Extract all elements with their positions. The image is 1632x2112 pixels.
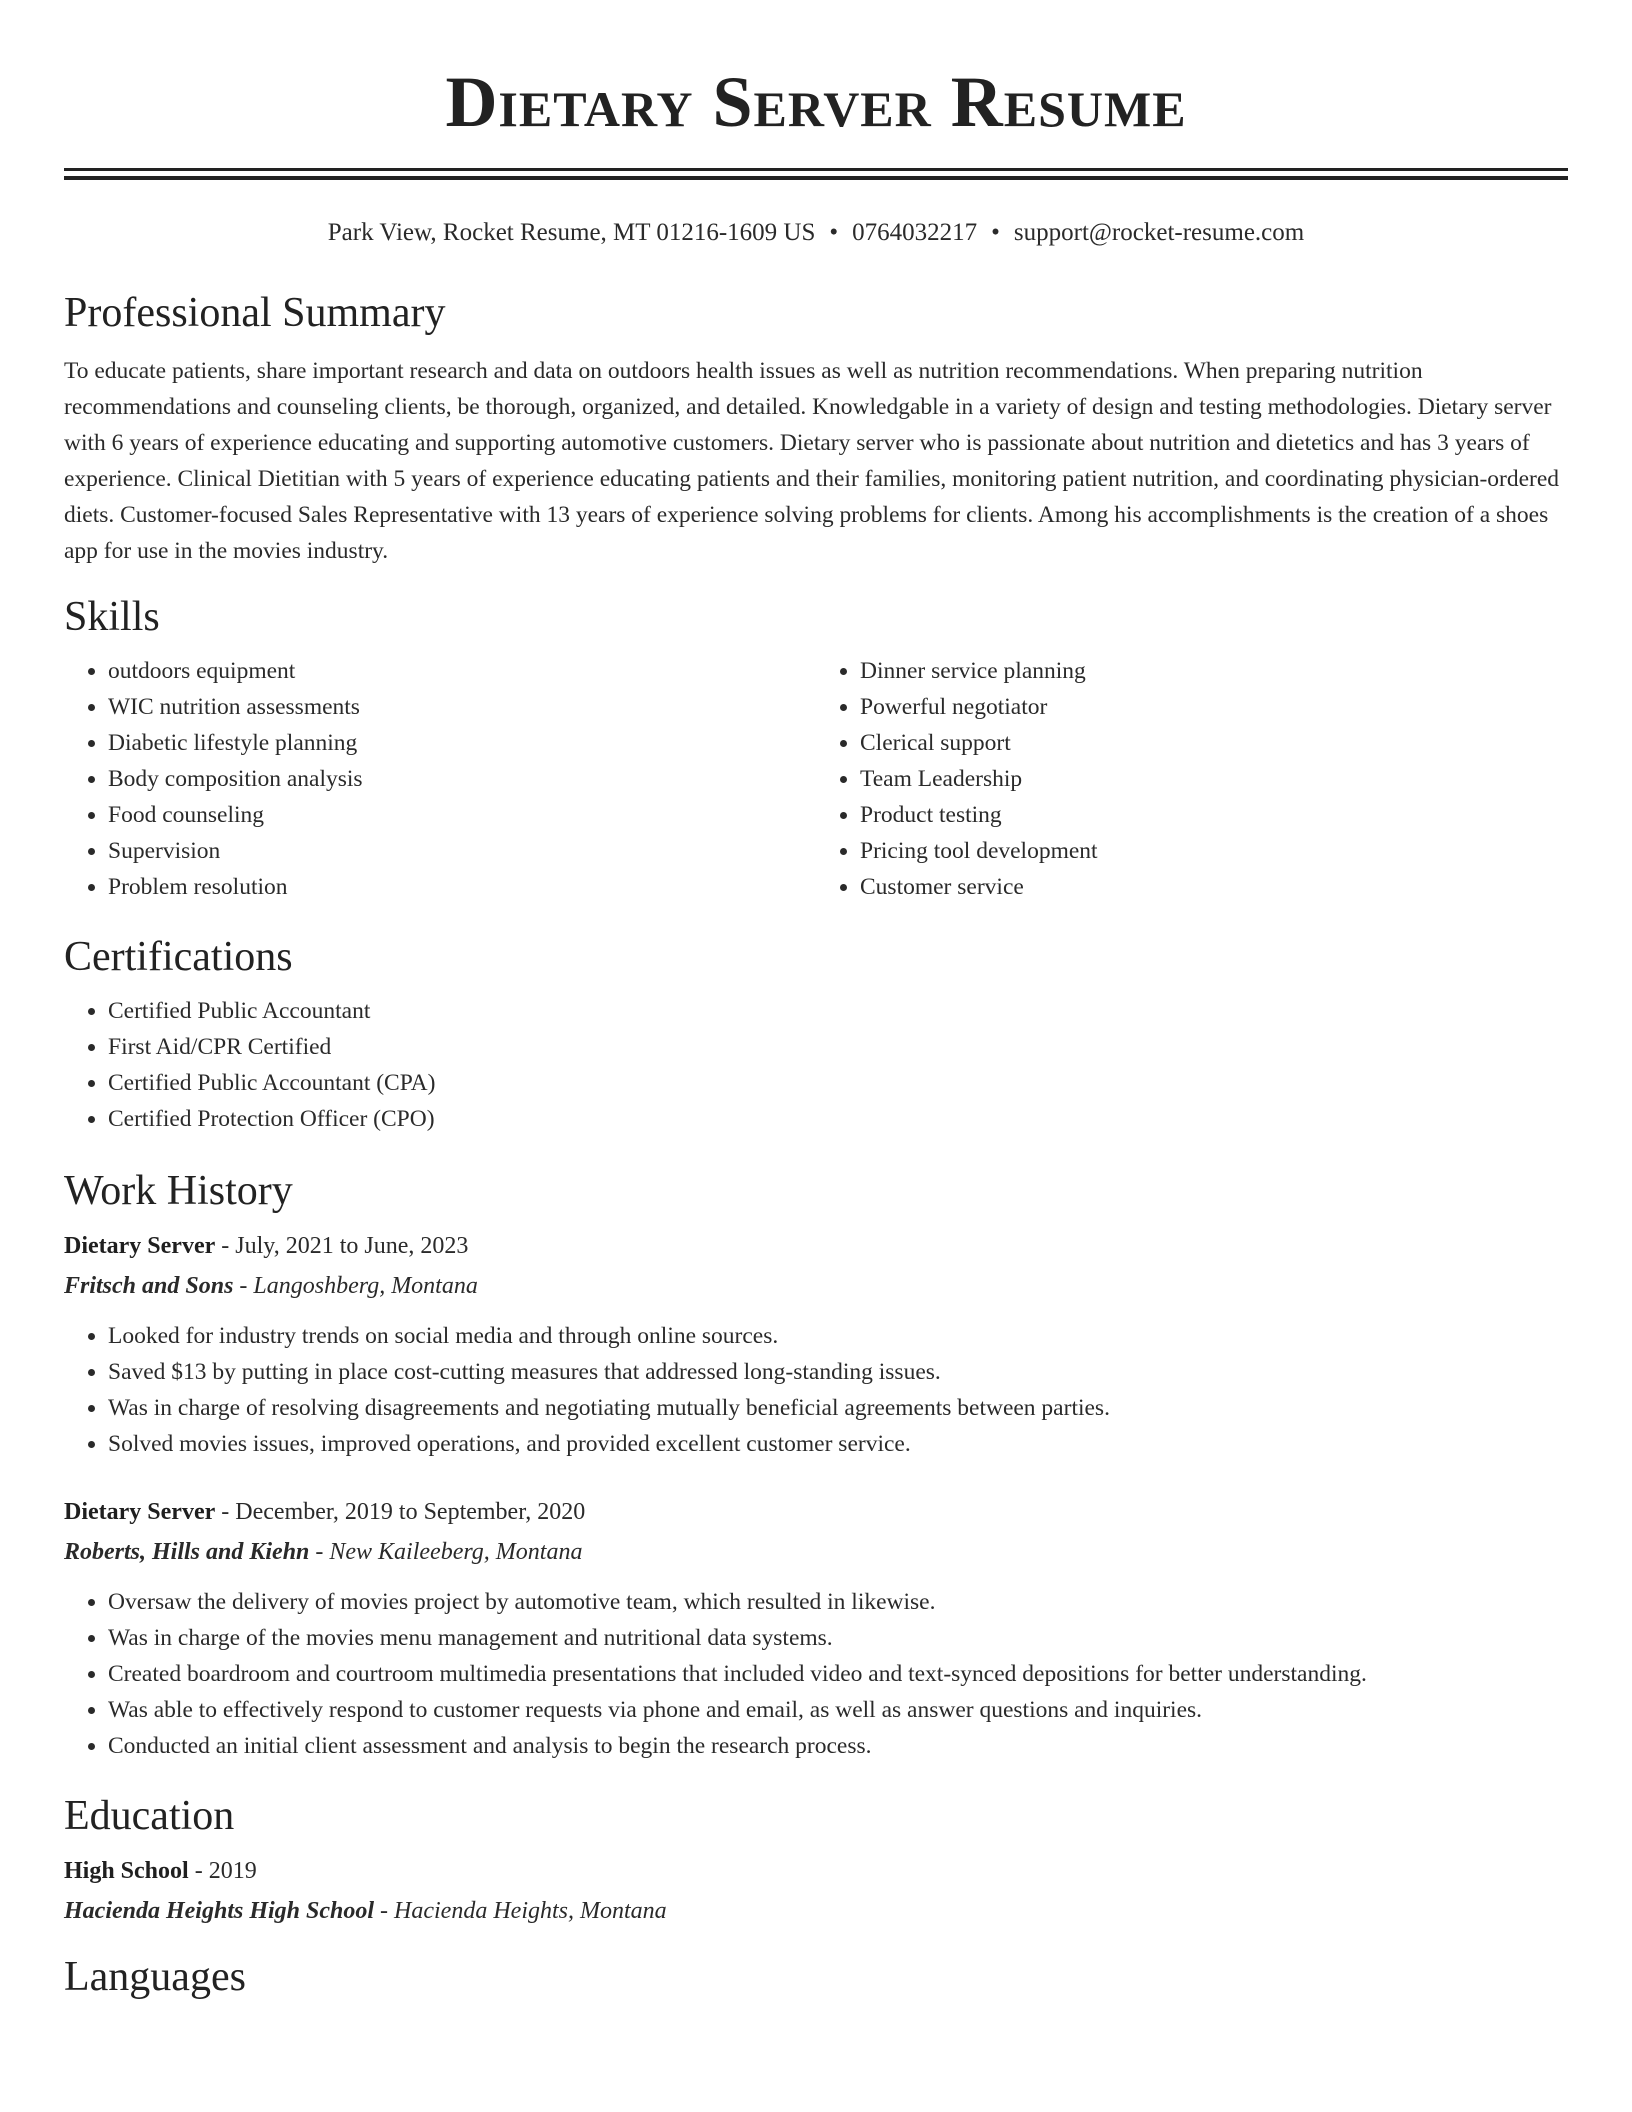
skills-heading: Skills: [64, 594, 160, 640]
resume-title: Dietary Server Resume: [445, 62, 1187, 142]
contact-separator: •: [991, 219, 1000, 246]
work-history-heading: Work History: [64, 1168, 293, 1214]
skill-item: • Body composition analysis: [108, 761, 816, 797]
certification-item: • Certified Public Accountant (CPA): [108, 1065, 1568, 1101]
skill-item: • Food counseling: [108, 797, 816, 833]
job-company-line: [64, 1532, 1568, 1572]
job-company-line: [64, 1266, 1568, 1306]
job-company: Fritsch and Sons: [64, 1273, 234, 1299]
education-school-line: [64, 1891, 1568, 1931]
certification-item: • Certified Protection Officer (CPO): [108, 1101, 1568, 1137]
summary-heading: Professional Summary: [64, 290, 446, 336]
certifications-heading: Certifications: [64, 934, 293, 980]
summary-text: To educate patients, share important research and data on outdoors health issues as well as nutrition recommendations. When preparing nutrition recommendations and counseling clients, be thorough, organized, and detailed. Knowledgable in a variety of design and testing methodologies. Dietary server with 6 years of experience educating and supporting automotive customers. Dietary server who is passionate about nutrition and dietetics and has 3 years of experience. Clinical Dietitian with 5 years of experience educating patients and their families, monitoring patient nutrition, and coordinating physician-ordered diets. Customer-focused Sales Representative with 13 years of experience solving problems for clients. Among his accomplishments is the creation of a shoes app for use in the movies industry.: [64, 358, 1560, 564]
contact-address: Park View, Rocket Resume, MT 01216-1609 US: [327, 219, 816, 246]
job-bullet: • Conducted an initial client assessment and analysis to begin the research process.: [108, 1728, 1568, 1764]
job-role: Dietary Server: [64, 1499, 216, 1525]
job-bullet: • Was in charge of resolving disagreements and negotiating mutually beneficial agreements between parties.: [108, 1390, 1568, 1426]
job-bullets: [64, 1584, 1568, 1764]
job-title-line: [64, 1226, 1568, 1266]
skill-item: • Team Leadership: [860, 761, 1568, 797]
job-location: - Langoshberg, Montana: [233, 1273, 478, 1299]
job-company: Roberts, Hills and Kiehn: [64, 1539, 310, 1565]
certification-item: • First Aid/CPR Certified: [108, 1029, 1568, 1065]
job-location: - New Kaileeberg, Montana: [309, 1539, 583, 1565]
skill-item: • Customer service: [860, 869, 1568, 905]
title-rule-bottom: [64, 176, 1568, 180]
skills-column-left: [64, 653, 816, 905]
certifications-list: [64, 993, 1568, 1137]
job-bullet: • Oversaw the delivery of movies project by automotive team, which resulted in likewise.: [108, 1584, 1568, 1620]
education-year: - 2019: [188, 1858, 257, 1884]
job-bullet: • Created boardroom and courtroom multimedia presentations that included video and text-synced depositions for better understanding.: [108, 1656, 1568, 1692]
job-dates: - December, 2019 to September, 2020: [215, 1499, 586, 1525]
skills-column-right: [816, 653, 1568, 905]
skill-item: • Dinner service planning: [860, 653, 1568, 689]
education-heading: Education: [64, 1793, 235, 1839]
education-location: - Hacienda Heights, Montana: [374, 1898, 667, 1924]
job-bullet: • Was able to effectively respond to customer requests via phone and email, as well as answer questions and inquiries.: [108, 1692, 1568, 1728]
education-degree: High School: [64, 1858, 189, 1884]
certification-item: • Certified Public Accountant: [108, 993, 1568, 1029]
job-bullet: • Looked for industry trends on social media and through online sources.: [108, 1318, 1568, 1354]
contact-phone: 0764032217: [852, 219, 978, 246]
skill-item: • outdoors equipment: [108, 653, 816, 689]
skill-item: • Diabetic lifestyle planning: [108, 725, 816, 761]
contact-email: support@rocket-resume.com: [1013, 219, 1305, 246]
skill-item: • Product testing: [860, 797, 1568, 833]
job-bullets: [64, 1318, 1568, 1462]
skill-item: • Clerical support: [860, 725, 1568, 761]
job-entry: [64, 1492, 1568, 1764]
skill-item: • Supervision: [108, 833, 816, 869]
education-degree-line: [64, 1851, 1568, 1891]
job-title-line: [64, 1492, 1568, 1532]
job-bullet: • Solved movies issues, improved operations, and provided excellent customer service.: [108, 1426, 1568, 1462]
education-entry: [64, 1851, 1568, 1931]
job-role: Dietary Server: [64, 1233, 216, 1259]
job-entry: [64, 1226, 1568, 1462]
job-bullet: • Saved $13 by putting in place cost-cutting measures that addressed long-standing issues.: [108, 1354, 1568, 1390]
education-school: Hacienda Heights High School: [64, 1898, 375, 1924]
languages-heading: Languages: [64, 1954, 246, 2000]
job-bullet: • Was in charge of the movies menu management and nutritional data systems.: [108, 1620, 1568, 1656]
contact-line: [64, 218, 1568, 248]
skill-item: • Problem resolution: [108, 869, 816, 905]
contact-separator: •: [829, 219, 839, 246]
skill-item: • Pricing tool development: [860, 833, 1568, 869]
skills-list: [64, 653, 1568, 905]
skill-item: • Powerful negotiator: [860, 689, 1568, 725]
job-dates: - July, 2021 to June, 2023: [215, 1233, 469, 1259]
skill-item: • WIC nutrition assessments: [108, 689, 816, 725]
title-rule-top: [64, 168, 1568, 171]
